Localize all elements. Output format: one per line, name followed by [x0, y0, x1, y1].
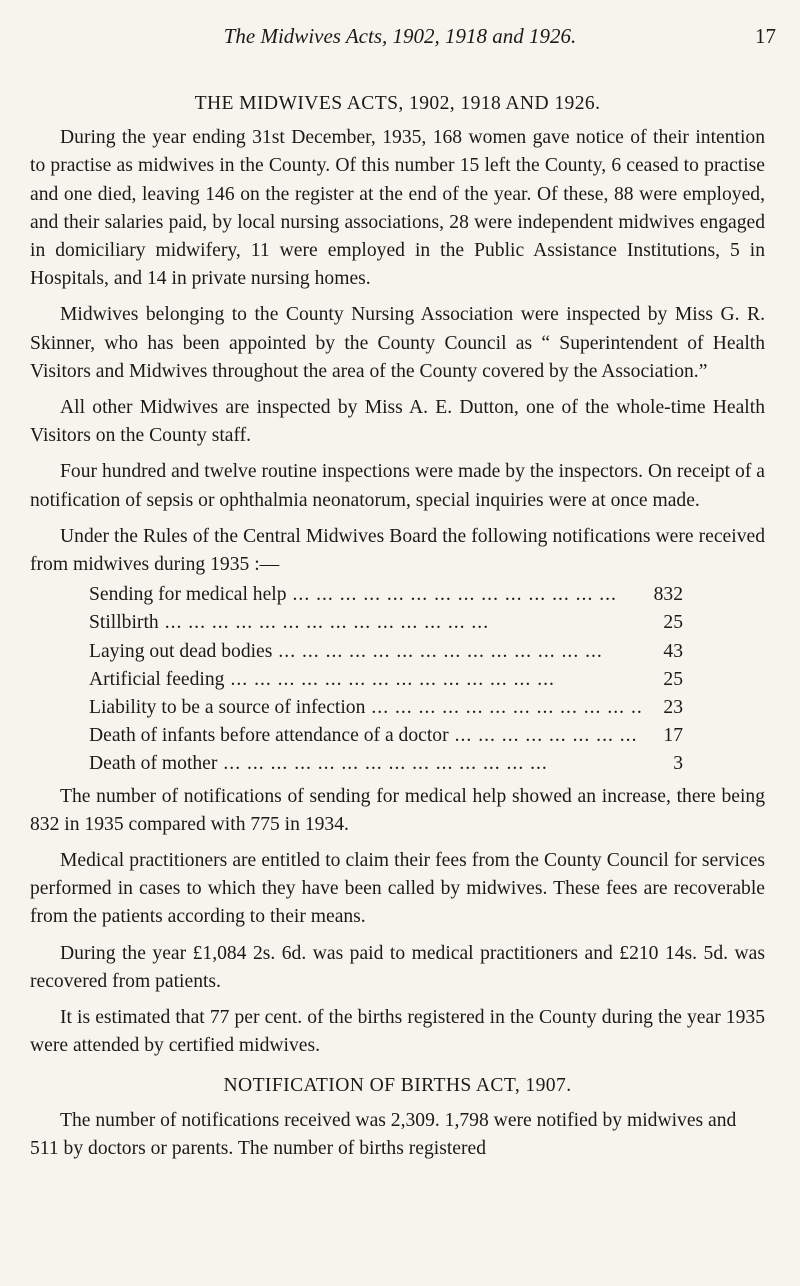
leader-dots [224, 666, 643, 694]
notification-label: Sending for medical help [89, 584, 287, 606]
notifications-list [89, 581, 683, 778]
paragraph: All other Midwives are inspected by Miss A. E. Dutton, one of the whole-time Health Visitors on the County staff. [30, 397, 765, 447]
notification-label: Artificial feeding [89, 668, 225, 690]
notification-label: Stillbirth [89, 612, 159, 634]
leader-dots [287, 581, 643, 609]
notification-count: 3 [673, 753, 683, 775]
list-item [89, 722, 683, 750]
list-item [89, 581, 683, 609]
paragraph: During the year £1,084 2s. 6d. was paid to medical practitioners and £210 14s. 5d. was recovered from patients. [30, 942, 765, 992]
leader-dots [365, 694, 643, 722]
list-item [89, 750, 683, 778]
body-text [30, 90, 765, 1171]
notification-count: 17 [663, 725, 683, 747]
notification-label: Laying out dead bodies [89, 640, 273, 662]
list-item [89, 638, 683, 666]
paragraph: The number of notifications received was 2,309. 1,798 were notified by midwives and 511 by doctors or parents. The number of births registered [30, 1109, 737, 1159]
section-heading-notification-of-births: NOTIFICATION OF BIRTHS ACT, 1907. [223, 1075, 572, 1097]
paragraph: Medical practitioners are entitled to claim their fees from the County Council for services performed in cases to which they have been called by midwives. These fees are recoverable from the patients according to their means. [30, 849, 765, 928]
leader-dots [272, 638, 643, 666]
page-number: 17 [755, 24, 776, 48]
paragraph: Four hundred and twelve routine inspections were made by the inspectors. On receipt of a notification of sepsis or ophthalmia neonatorum, special inquiries were at once made. [30, 461, 765, 511]
leader-dots [217, 750, 643, 778]
notification-count: 25 [663, 612, 683, 634]
list-item [89, 694, 683, 722]
running-head [0, 18, 800, 52]
paragraph: It is estimated that 77 per cent. of the births registered in the County during the year 1935 were attended by certified midwives. [30, 1006, 765, 1057]
notification-label: Death of mother [89, 753, 218, 775]
list-item [89, 666, 683, 694]
notification-count: 832 [653, 584, 683, 606]
paragraph: During the year ending 31st December, 1935, 168 women gave notice of their intention to practise as midwives in the County. Of this number 15 left the County, 6 ceased to practise and one died, leaving 146 on the register at the end of the year. Of these, 88 were employed, and their salaries paid, by local nursing associations, 28 were independent midwives engaged in domiciliary midwifery, 11 were employed in the Public Assistance Institutions, 5 in Hospitals, and 14 in private nursing homes. [30, 127, 765, 290]
notification-count: 43 [663, 640, 683, 662]
list-item [89, 609, 683, 637]
paragraph: The number of notifications of sending for medical help showed an increase, there being 832 in 1935 compared with 775 in 1934. [30, 785, 765, 835]
paragraph: Under the Rules of the Central Midwives Board the following notifications were received from midwives during 1935 :— [30, 525, 765, 576]
paragraph: Midwives belonging to the County Nursing Association were inspected by Miss G. R. Skinner, who has been appointed by the County Council as “ Superintendent of Health Visitors and Midwives throughout the area of the County covered by the Association.” [30, 304, 765, 382]
notification-count: 23 [663, 697, 683, 718]
notification-count: 25 [663, 668, 683, 690]
leader-dots [449, 722, 643, 750]
leader-dots [159, 609, 643, 637]
section-heading-midwives-acts: THE MIDWIVES ACTS, 1902, 1918 AND 1926. [194, 93, 601, 114]
notification-label: Liability to be a source of infection [89, 697, 366, 718]
running-head-title: The Midwives Acts, 1902, 1918 and 1926. [223, 24, 577, 48]
notification-label: Death of infants before attendance of a doctor [89, 725, 449, 747]
